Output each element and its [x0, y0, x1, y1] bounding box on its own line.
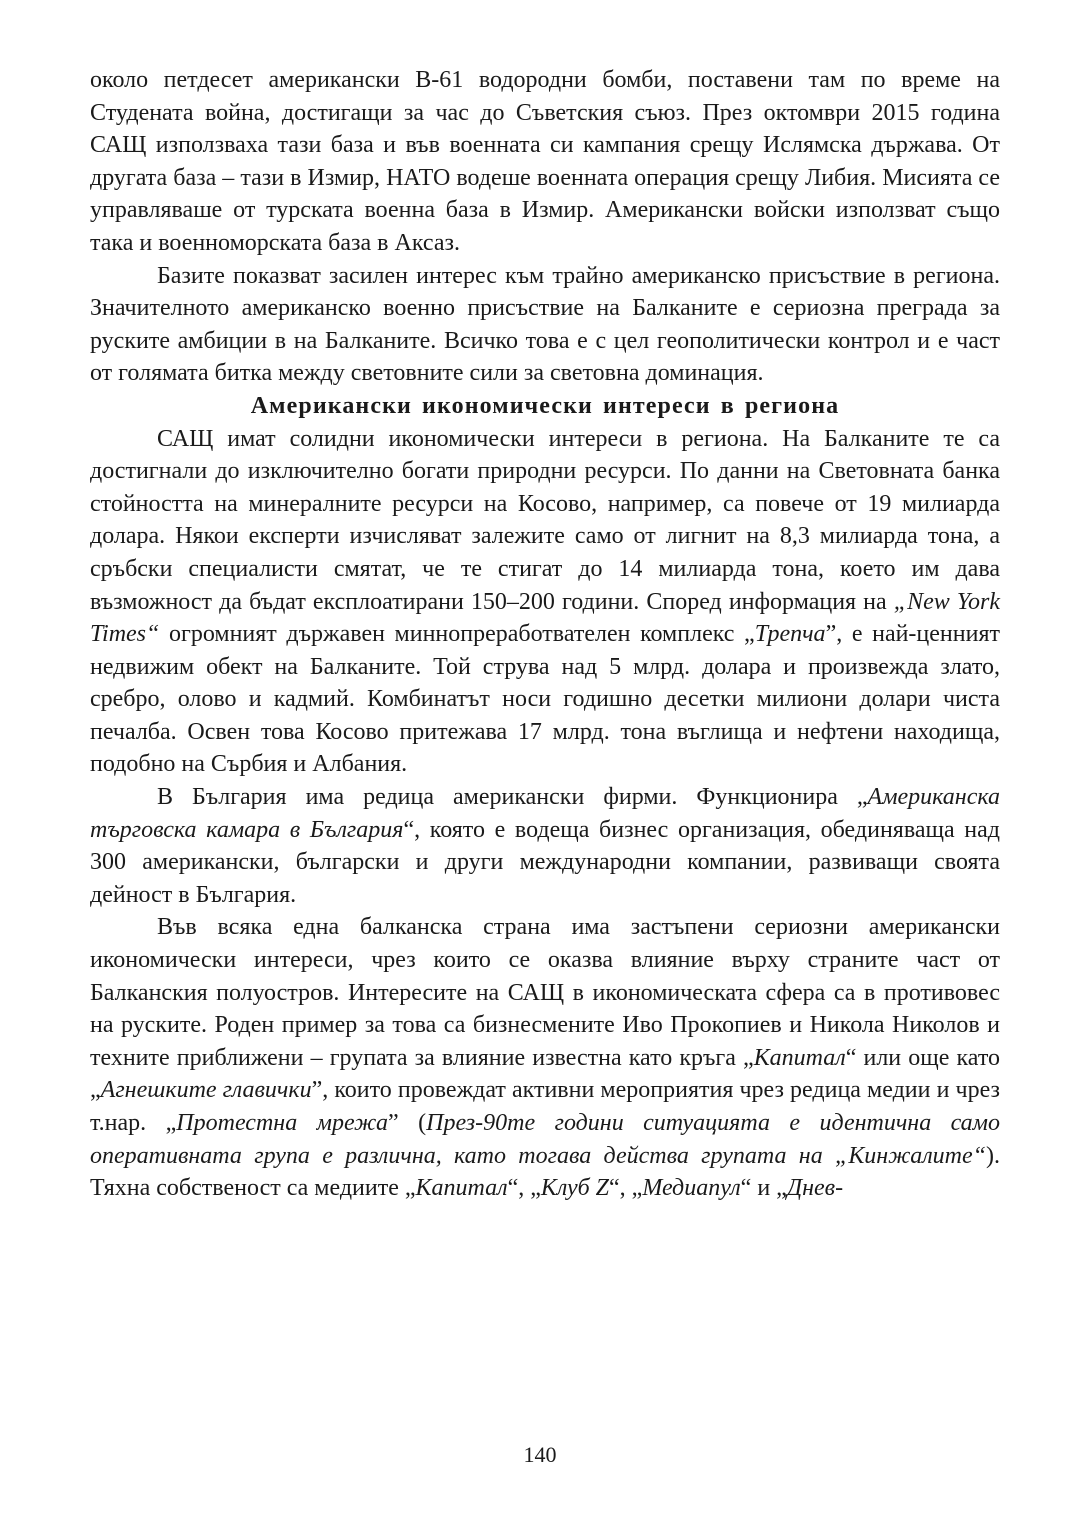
paragraph-text: “ и „: [740, 1175, 787, 1202]
paragraph-text: ”, е най-ценният недвижим обект на Балканите. Той струва над 5 млрд. долара и произвежда злато, сребро, олово и кадмий. Комбинатът носи годишно десетки милиони долари чиста печалба. Освен това Косово притежава 17 млрд. тона въглища и нефтени находища, подобно на Сърбия и Албания.: [90, 621, 1000, 778]
page-number: 140: [523, 1442, 557, 1467]
paragraph-american-presence: [90, 260, 1000, 390]
italic-text: Протестна мрежа: [176, 1110, 389, 1136]
italic-text: Американска търговска камара в България: [90, 784, 1000, 843]
paragraph-text: около петдесет американски В-61 водородни бомби, поставени там по време на Студената война, достигащи за час до Съветския съюз. През октомври 2015 година САЩ използваха тази база и във военната си кампания срещу Ислямска държава. От другата база – тази в Измир, НАТО водеше военната операция срещу Либия. Мисията се управляваше от турската военна база в Измир. Американски войски използват също така и военноморската база в Аксаз.: [90, 67, 1000, 256]
italic-text: „New York Times“: [90, 588, 1001, 648]
paragraph-text: “ или още като „: [90, 1044, 1001, 1104]
italic-text: Капитал: [415, 1175, 508, 1202]
page-body: [90, 64, 1000, 1205]
italic-text: През-90те години ситуацията е идентична само оперативната група е различна, като тогава действа групата на „Кинжалите“: [90, 1110, 1000, 1169]
paragraph-text: Базите показват засилен интерес към трайно американско присъствие в региона. Значителното американско военно присъствие на Балканите е сериозна преграда за руските амбиции в на Балканите. Всичко това е с цел геополитически контрол и е част от голямата битка между световните сили за световна доминация.: [90, 262, 1000, 387]
paragraph-text: ” (: [388, 1110, 427, 1136]
paragraph-military-bases: [90, 64, 1000, 260]
paragraph-economic-interests: [90, 423, 1000, 782]
paragraph-text: ). Тяхна собственост са медиите „: [90, 1142, 1000, 1202]
italic-text: Медиапул: [642, 1175, 741, 1202]
paragraph-text: “, която е водеща бизнес организация, обединяваща над 300 американски, български и други международни компании, развиващи своята дейност в България.: [90, 816, 1000, 908]
paragraph-text: “, „: [609, 1175, 643, 1202]
section-heading: Американски икономически интереси в региона: [250, 392, 840, 419]
paragraph-bulgaria-firms: [90, 781, 1000, 911]
paragraph-text: “, „: [507, 1175, 541, 1202]
paragraph-text: ”, които провеждат активни мероприятия чрез редица медии и чрез т.нар. „: [90, 1077, 1001, 1136]
paragraph-text: огромният държавен миннопреработвателен комплекс „: [159, 621, 755, 648]
paragraph-text: В България има редица американски фирми. Функционира „: [157, 784, 868, 811]
paragraph-balkan-interests: [90, 911, 1000, 1204]
italic-text: Клуб Z: [540, 1175, 610, 1202]
italic-text: Трепча: [754, 621, 826, 648]
italic-text: Капитал: [753, 1044, 846, 1071]
paragraph-text: САЩ имат солидни икономически интереси в региона. На Балканите те са достигнали до изключително богати природни ресурси. По данни на Световната банка стойността на минералните ресурси на Косово, например, са повече от 19 милиарда долара. Някои експерти изчисляват залежите само от лигнит на 8,3 милиарда тона, а сръбски специалисти смятат, че те стигат до 14 милиарда тона, което им дава възможност да бъдат експлоатирани 150–200 години. Според информация на: [90, 425, 1000, 615]
italic-text: Днев-: [786, 1175, 844, 1202]
paragraph-text: Във всяка една балканска страна има застъпени сериозни американски икономически интереси, чрез които се оказва влияние върху страните част от Балканския полуостров. Интересите на САЩ в икономическата сфера са в противовес на руските. Роден пример за това са бизнесмените Иво Прокопиев и Никола Николов и техните приближени – групата за влияние известна като кръга „: [90, 914, 1000, 1071]
italic-text: Агнешките главички: [100, 1077, 312, 1104]
